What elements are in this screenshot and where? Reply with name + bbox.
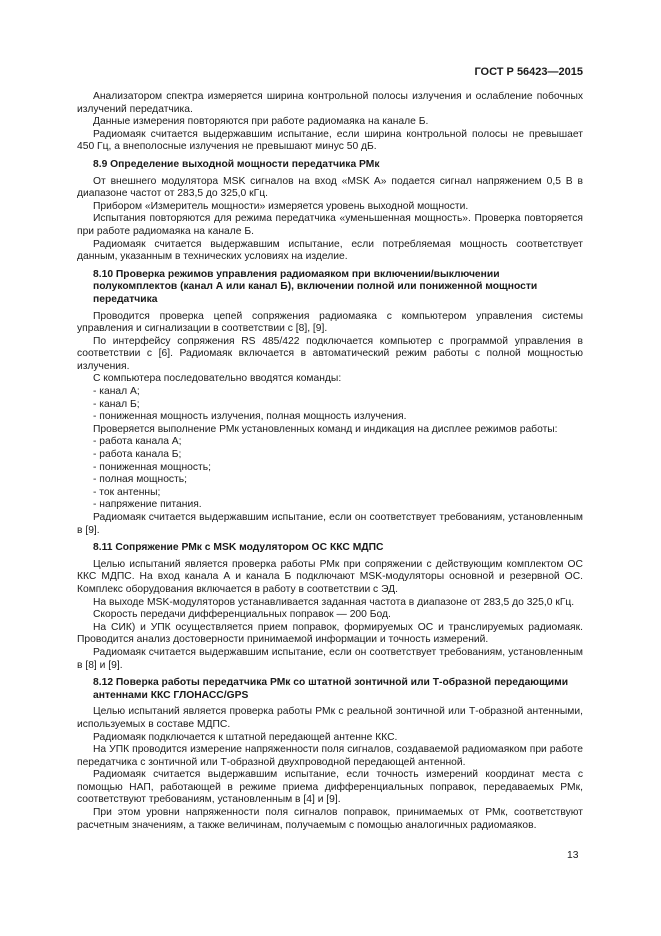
paragraph: На УПК проводится измерение напряженности поля сигналов, создаваемой радиомаяком при работе передатчика с зонтичной или Т-образной двухпроводной передающей антенной. <box>77 744 583 768</box>
list-item: - канал А; <box>93 386 140 398</box>
paragraph: По интерфейсу сопряжения RS 485/422 подключается компьютер с программой управления в соответствии с [6]. Радиомаяк включается в автоматический режим работы с полной мощностью излучения. <box>77 335 583 372</box>
list-item: - напряжение питания. <box>93 499 202 511</box>
paragraph: Скорость передачи дифференциальных поправок — 200 Бод. <box>93 609 391 621</box>
list-item: - пониженная мощность излучения, полная мощность излучения. <box>93 411 407 423</box>
section-heading-8-11: 8.11 Сопряжение РМк с MSK модулятором ОС ККС МДПС <box>93 542 384 554</box>
section-heading-8-12: 8.12 Поверка работы передатчика РМк со штатной зонтичной или Т-образной передающими антеннами ККС ГЛОНАСС/GPS <box>93 677 569 701</box>
paragraph: Анализатором спектра измеряется ширина контрольной полосы излучения и ослабление побочных излучений передатчика. <box>77 91 583 115</box>
document-body <box>77 91 583 832</box>
section-heading-8-10: 8.10 Проверка режимов управления радиомаяком при включении/выключении полукомплектов (канал А или канал Б), включении полной или пониженной мощности передатчика <box>93 268 538 305</box>
list-item: - пониженная мощность; <box>93 461 211 473</box>
paragraph: Проводится проверка цепей сопряжения радиомаяка с компьютером управления системы управления и сигнализации в соответствии с [8], [9]. <box>77 310 583 335</box>
paragraph: Радиомаяк считается выдержавшим испытание, если точность измерений координат места с помощью НАП, работающей в режиме приема дифференциальных поправок, передаваемых РМк, соответствуют требованиям, установленным в [4] и [9]. <box>77 769 583 806</box>
paragraph: Радиомаяк подключается к штатной передающей антенне ККС. <box>93 731 398 743</box>
paragraph: При этом уровни напряженности поля сигналов поправок, принимаемых от РМк, соответствуют расчетным значениям, а также величинам, получаемым с помощью аналогичных радиомаяков. <box>77 807 583 831</box>
paragraph: Целью испытаний является проверка работы РМк при сопряжении с действующим комплектом ОС ККС МДПС. На вход канала А и канала Б подключают MSK-модуляторы основной и резервной ОС. Комплекс оборудования включается в работу в соответствии с ЭД. <box>77 558 583 595</box>
list-item: - ток антенны; <box>93 486 161 498</box>
paragraph: На выходе MSK-модуляторов устанавливается заданная частота в диапазоне от 283,5 до 325,0 кГц. <box>93 596 575 608</box>
section-heading-8-9: 8.9 Определение выходной мощности передатчика РМк <box>93 158 380 170</box>
document-header: ГОСТ Р 56423—2015 <box>474 66 583 78</box>
paragraph: Радиомаяк считается выдержавшим испытание, если он соответствует требованиям, установленным в [8] и [9]. <box>77 646 583 671</box>
paragraph: Радиомаяк считается выдержавшим испытание, если он соответствует требованиям, установленным в [9]. <box>77 512 583 536</box>
paragraph: Радиомаяк считается выдержавшим испытание, если ширина контрольной полосы не превышает 450 Гц, а внеполосные излучения не превышают минус 50 дБ. <box>77 128 583 153</box>
paragraph: Проверяется выполнение РМк установленных команд и индикация на дисплее режимов работы: <box>93 423 558 435</box>
paragraph: С компьютера последовательно вводятся команды: <box>93 373 342 385</box>
paragraph: На СИК) и УПК осуществляется прием поправок, формируемых ОС и транслируемых радиомаяк. Проводится анализ достоверности принимаемой информации и точность измерений. <box>77 621 583 646</box>
paragraph: От внешнего модулятора MSK сигналов на вход «MSK A» подается сигнал напряжением 0,5 В в диапазоне частот от 283,5 до 325,0 кГц. <box>77 175 583 200</box>
paragraph: Целью испытаний является проверка работы РМк с реальной зонтичной или Т-образной антенными, используемых в составе МДПС. <box>77 706 583 730</box>
page-number: 13 <box>567 850 579 861</box>
paragraph: Радиомаяк считается выдержавшим испытание, если потребляемая мощность соответствует данным, указанным в технических условиях на изделие. <box>77 238 583 263</box>
list-item: - полная мощность; <box>93 474 188 486</box>
paragraph: Испытания повторяются для режима передатчика «уменьшенная мощность». Проверка повторяется при работе радиомаяка на канале Б. <box>77 213 583 237</box>
paragraph: Прибором «Измеритель мощности» измеряется уровень выходной мощности. <box>93 200 469 212</box>
list-item: - работа канала А; <box>93 436 182 448</box>
list-item: - канал Б; <box>93 398 140 410</box>
list-item: - работа канала Б; <box>93 449 182 461</box>
paragraph: Данные измерения повторяются при работе радиомаяка на канале Б. <box>93 116 429 128</box>
